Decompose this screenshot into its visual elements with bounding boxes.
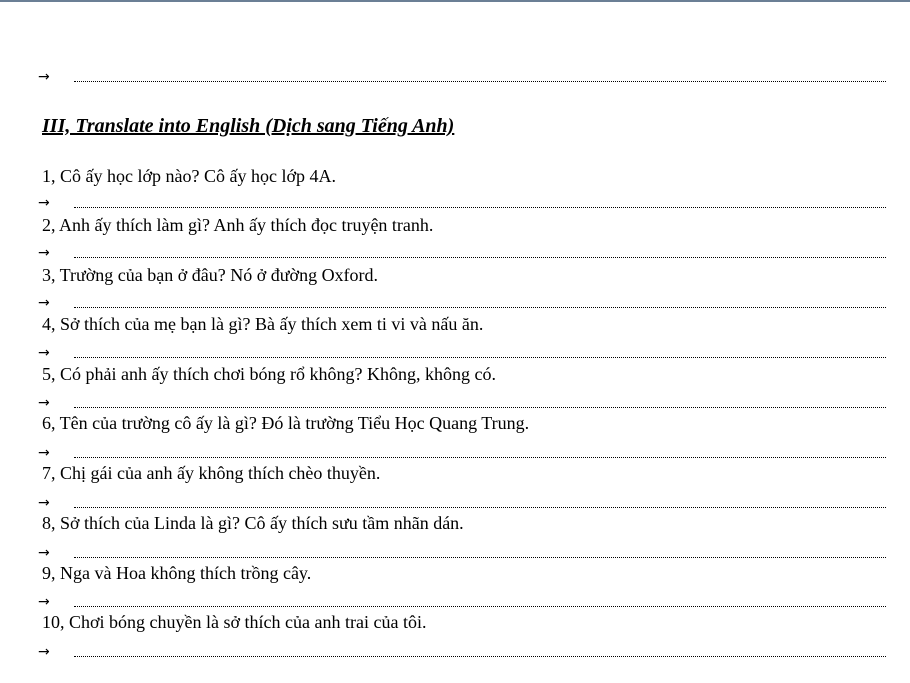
answer-line-6[interactable] xyxy=(38,440,886,460)
arrow-icon: → xyxy=(38,195,50,211)
question-5: 5, Có phải anh ấy thích chơi bóng rổ không? Không, không có. xyxy=(42,364,496,384)
question-10: 10, Chơi bóng chuyền là sở thích của anh trai của tôi. xyxy=(42,612,427,632)
answer-line-10[interactable] xyxy=(38,639,886,659)
arrow-icon: → xyxy=(38,445,50,461)
arrow-icon: → xyxy=(38,345,50,361)
section-title: III, Translate into English (Dịch sang Tiếng Anh) xyxy=(42,115,455,137)
answer-line-3[interactable] xyxy=(38,290,886,310)
question-9: 9, Nga và Hoa không thích trồng cây. xyxy=(42,563,312,583)
arrow-icon: → xyxy=(38,295,50,311)
dotted-answer-blank xyxy=(74,606,886,607)
dotted-answer-blank xyxy=(74,257,886,258)
answer-line-4[interactable] xyxy=(38,340,886,360)
answer-line-5[interactable] xyxy=(38,390,886,410)
dotted-answer-blank xyxy=(74,557,886,558)
question-2: 2, Anh ấy thích làm gì? Anh ấy thích đọc truyện tranh. xyxy=(42,215,434,235)
arrow-icon: → xyxy=(38,594,50,610)
arrow-icon: → xyxy=(38,245,50,261)
dotted-answer-blank xyxy=(74,407,886,408)
question-7: 7, Chị gái của anh ấy không thích chèo thuyền. xyxy=(42,463,381,483)
dotted-answer-blank xyxy=(74,81,886,82)
question-4: 4, Sở thích của mẹ bạn là gì? Bà ấy thích xem ti vi và nấu ăn. xyxy=(42,314,484,334)
arrow-icon: → xyxy=(38,644,50,660)
dotted-answer-blank xyxy=(74,357,886,358)
question-1: 1, Cô ấy học lớp nào? Cô ấy học lớp 4A. xyxy=(42,166,336,186)
question-3: 3, Trường của bạn ở đâu? Nó ở đường Oxford. xyxy=(42,265,379,285)
dotted-answer-blank xyxy=(74,207,886,208)
answer-line-1[interactable] xyxy=(38,190,886,210)
arrow-icon: → xyxy=(38,395,50,411)
answer-line-7[interactable] xyxy=(38,490,886,510)
top-border-line xyxy=(0,0,910,2)
answer-line-9[interactable] xyxy=(38,589,886,609)
answer-line-previous[interactable] xyxy=(38,64,886,84)
dotted-answer-blank xyxy=(74,507,886,508)
question-6: 6, Tên của trường cô ấy là gì? Đó là trường Tiểu Học Quang Trung. xyxy=(42,413,530,433)
dotted-answer-blank xyxy=(74,457,886,458)
question-8: 8, Sở thích của Linda là gì? Cô ấy thích sưu tầm nhãn dán. xyxy=(42,513,464,533)
arrow-icon: → xyxy=(38,545,50,561)
arrow-icon: → xyxy=(38,495,50,511)
answer-line-2[interactable] xyxy=(38,240,886,260)
dotted-answer-blank xyxy=(74,656,886,657)
arrow-icon: → xyxy=(38,69,50,85)
answer-line-8[interactable] xyxy=(38,540,886,560)
dotted-answer-blank xyxy=(74,307,886,308)
